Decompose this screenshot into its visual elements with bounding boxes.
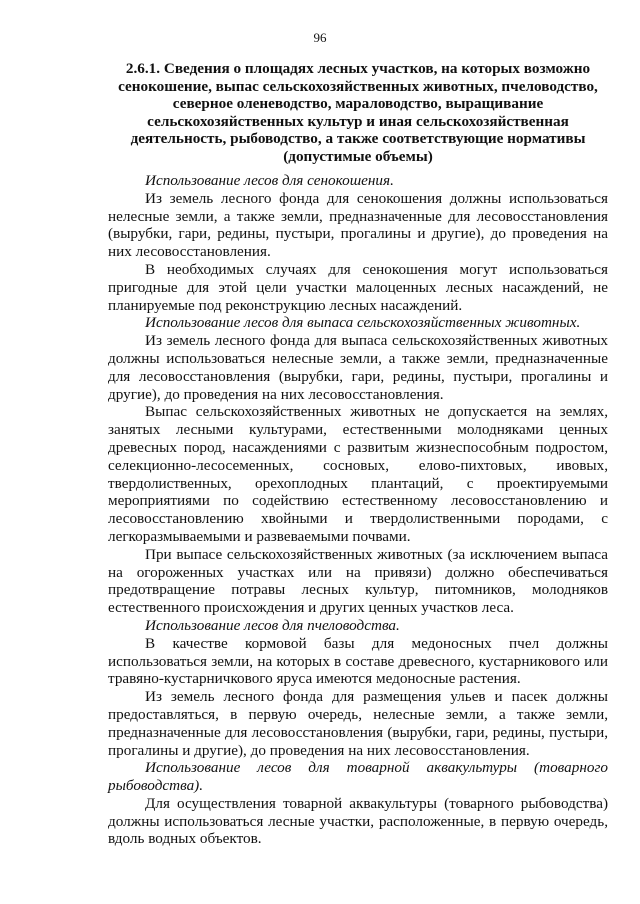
section-heading: 2.6.1. Сведения о площадях лесных участков, на которых возможно сенокошение, выпас сельскохозяйственных животных, пчеловодство, северное оленеводство, мараловодство, выращивание сельскохозяйственных культур и иная сельскохозяйственная деятельность, рыбоводство, а также соответствующие нормативы (допустимые объемы) [118, 60, 598, 165]
paragraph: Выпас сельскохозяйственных животных не допускается на землях, занятых лесными культурами, естественными молодняками ценных древесных пород, насаждениями с развитым жизнеспособным подростом, селекционно-лесосеменных, сосновых, елово-пихтовых, ивовых, твердолиственных, орехоплодных плантаций, с проектируемыми мероприятиями по содействию естественному лесовосстановлению и лесовосстановлению хвойными и твердолиственными породами, с легкоразмываемыми и развеваемыми почвами. [108, 403, 608, 545]
subheading-grazing: Использование лесов для выпаса сельскохозяйственных животных. [145, 314, 581, 332]
paragraph: При выпасе сельскохозяйственных животных (за исключением выпаса на огороженных участках или на привязи) должно обеспечиваться предотвращение потравы лесных культур, питомников, молодняков естественного происхождения и других ценных участков леса. [108, 545, 608, 617]
paragraph: Из земель лесного фонда для сенокошения должны использоваться нелесные земли, а также земли, предназначенные для лесовосстановления (вырубки, гари, редины, пустыри, прогалины и другие), до проведения на них лесовосстановления. [108, 189, 608, 261]
subheading-aquaculture: Использование лесов для товарной аквакультуры (товарного рыбоводства). [108, 759, 608, 795]
paragraph: В качестве кормовой базы для медоносных пчел должны использоваться земли, на которых в составе древесного, кустарникового или травяно-кустарничкового яруса имеются медоносные растения. [108, 634, 608, 688]
subheading-haymaking: Использование лесов для сенокошения. [145, 172, 394, 189]
paragraph: Из земель лесного фонда для выпаса сельскохозяйственных животных должны использоваться нелесные земли, а также земли, предназначенные для лесовосстановления (вырубки, гари, редины, пустыри, прогалины и другие), до проведения на них лесовосстановления. [108, 332, 608, 403]
paragraph: Для осуществления товарной аквакультуры (товарного рыбоводства) должны использоваться лесные участки, расположенные, в первую очередь, вдоль водных объектов. [108, 794, 608, 848]
paragraph: Из земель лесного фонда для размещения ульев и пасек должны предоставляться, в первую очередь, нелесные земли, а также земли, предназначенные для лесовосстановления (вырубки, гари, редины, пустыри, прогалины и другие), до проведения на них лесовосстановления. [108, 688, 608, 759]
subheading-beekeeping: Использование лесов для пчеловодства. [145, 616, 400, 634]
page-number: 96 [313, 30, 327, 45]
paragraph: В необходимых случаях для сенокошения могут использоваться пригодные для этой цели участки малоценных лесных насаждений, не планируемые под реконструкцию лесных насаждений. [108, 260, 608, 314]
document-body [108, 172, 608, 848]
